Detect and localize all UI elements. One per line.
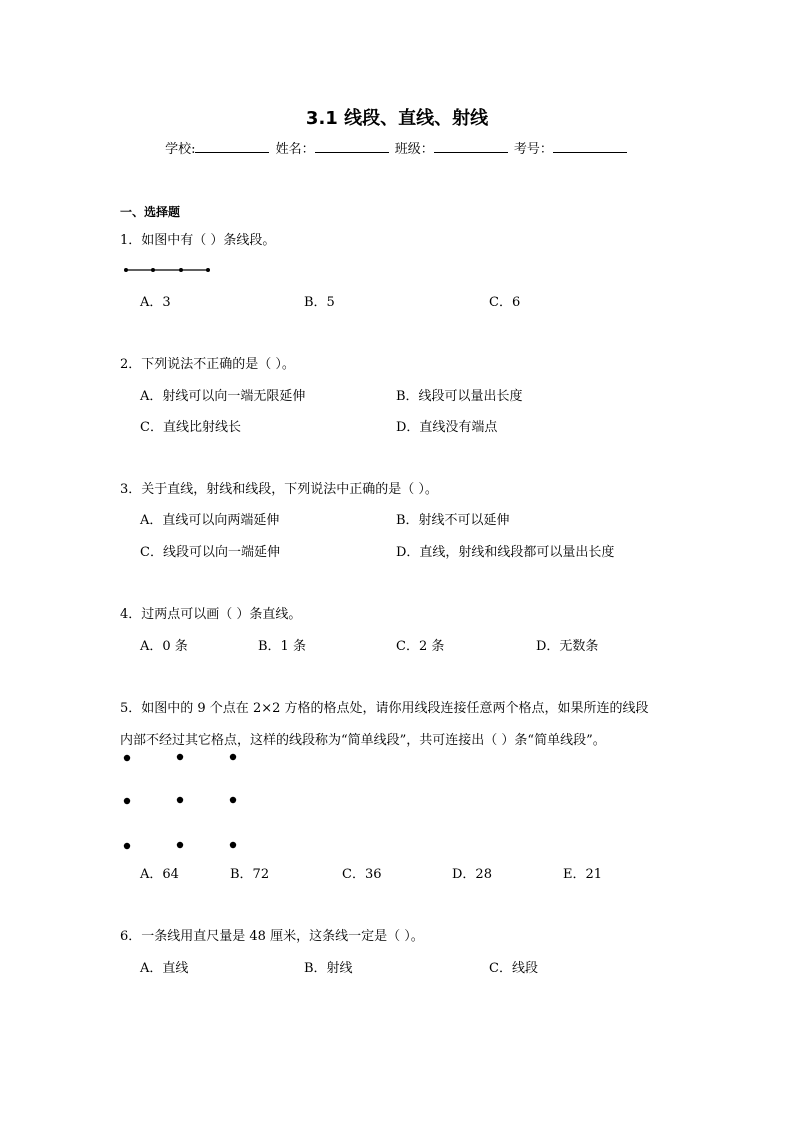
q3-option-a[interactable]: A．直线可以向两端延伸 [140,513,280,528]
question-2-stem: 2．下列说法不正确的是（ ）。 [120,357,295,372]
q4-option-d[interactable]: D．无数条 [536,639,599,654]
q1-option-c[interactable]: C．6 [489,295,521,310]
school-label: 学校: [165,142,196,157]
q3-option-b[interactable]: B．射线不可以延伸 [396,513,510,528]
line-segment-figure [120,263,216,277]
q5-option-c[interactable]: C．36 [342,867,382,882]
q2-option-b[interactable]: B．线段可以量出长度 [396,389,523,404]
q5-option-e[interactable]: E．21 [563,867,603,882]
q4-option-b[interactable]: B．1 条 [258,639,306,654]
question-1-stem: 1．如图中有（ ）条线段。 [120,233,276,248]
dot-grid-figure [118,750,242,854]
q5-option-a[interactable]: A．64 [140,867,179,882]
question-5-stem-line-2: 内部不经过其它格点，这样的线段称为“简单线段”，共可连接出（ ）条“简单线段”。 [120,733,606,748]
school-blank[interactable] [195,140,269,153]
q2-option-a[interactable]: A．射线可以向一端无限延伸 [140,389,306,404]
name-blank[interactable] [315,140,389,153]
q6-option-b[interactable]: B．射线 [304,961,353,976]
q5-option-d[interactable]: D．28 [452,867,492,882]
class-label: 班级： [394,142,434,157]
name-label: 姓名： [275,142,315,157]
class-blank[interactable] [434,140,508,153]
question-5-stem-line-1: 5．如图中的 9 个点在 2×2 方格的格点处，请你用线段连接任意两个格点，如果所连的线段 [120,701,649,716]
q3-option-c[interactable]: C．线段可以向一端延伸 [140,545,280,560]
question-3-stem: 3．关于直线，射线和线段，下列说法中正确的是（ ）。 [120,482,438,497]
q6-option-a[interactable]: A．直线 [140,961,189,976]
exam-no-label: 考号： [513,142,553,157]
q4-option-a[interactable]: A．0 条 [140,639,188,654]
student-info-line [0,138,794,157]
exam-no-blank[interactable] [553,140,627,153]
section-heading: 一、选择题 [120,205,181,219]
page-title: 3.1 线段、直线、射线 [305,108,489,129]
q5-option-b[interactable]: B．72 [230,867,270,882]
question-6-stem: 6．一条线用直尺量是 48 厘米，这条线一定是（ ）。 [120,929,424,944]
question-4-stem: 4．过两点可以画（ ）条直线。 [120,607,302,622]
q6-option-c[interactable]: C．线段 [489,961,538,976]
q4-option-c[interactable]: C．2 条 [396,639,445,654]
q2-option-c[interactable]: C．直线比射线长 [140,420,241,435]
q1-option-b[interactable]: B．5 [304,295,335,310]
q3-option-d[interactable]: D．直线，射线和线段都可以量出长度 [396,545,615,560]
q1-option-a[interactable]: A．3 [140,295,171,310]
q2-option-d[interactable]: D．直线没有端点 [396,420,498,435]
